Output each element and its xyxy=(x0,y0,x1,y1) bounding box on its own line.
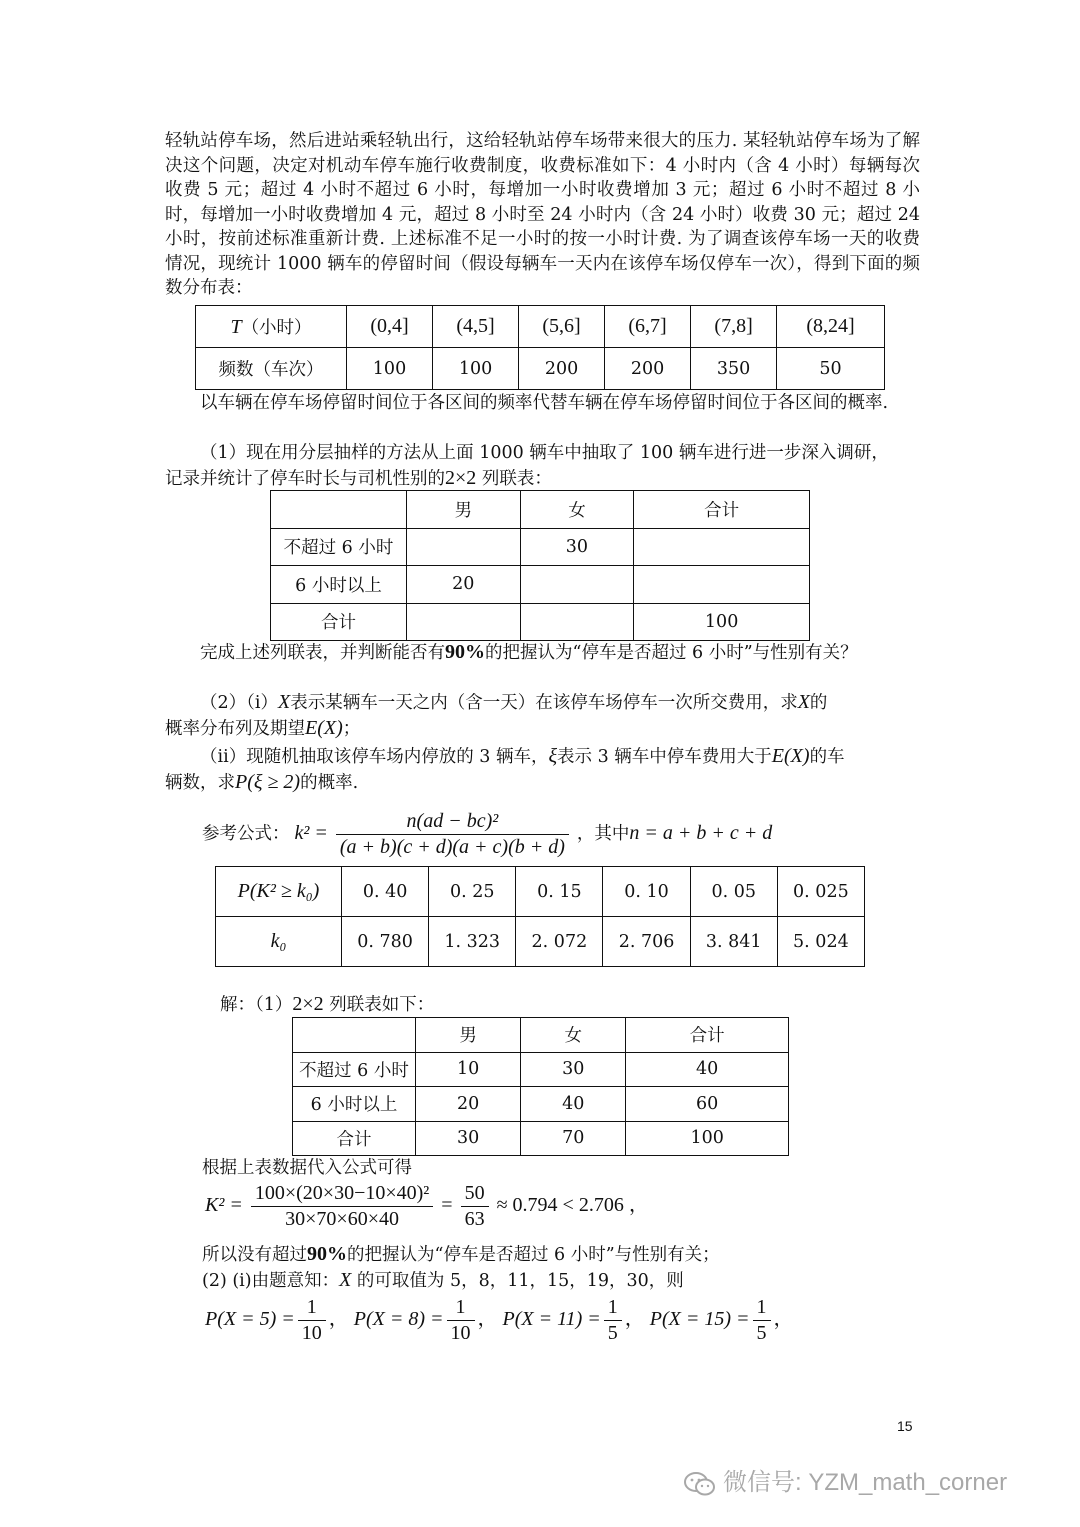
table-cell: 0. 15 xyxy=(516,867,603,917)
table-cell xyxy=(271,491,407,529)
critical-value-table xyxy=(215,866,865,967)
page-number: 15 xyxy=(897,1418,913,1434)
table-cell: 30 xyxy=(521,1052,626,1087)
table-cell: 3. 841 xyxy=(690,917,777,967)
probability-list xyxy=(205,1296,794,1345)
k-squared-computation: K² = $\frac{\text{100×(20×30−10×40)²}}{30\times 70\times 60\times 40}$ = $\frac{50}{63}$ ≈ 0.794 < 2.706 ， xyxy=(205,1182,649,1230)
table-cell: 0. 025 xyxy=(777,867,864,917)
table-cell: 100 xyxy=(634,603,810,641)
table-cell: 100 xyxy=(433,348,519,390)
table-cell: 女 xyxy=(521,1018,626,1053)
table-cell: 40 xyxy=(521,1087,626,1122)
question-1-intro: （1）现在用分层抽样的方法从上面 1000 辆车中抽取了 100 辆车进行进一步深入调研， 记录并统计了停车时长与司机性别的2×2 列联表： xyxy=(165,443,889,489)
table-cell: 30 xyxy=(416,1121,521,1156)
table-cell: 0. 780 xyxy=(342,917,429,967)
table-row xyxy=(216,867,865,917)
table-cell: 不超过 6 小时 xyxy=(293,1052,416,1087)
table-cell: 合计 xyxy=(271,603,407,641)
table-cell: 10 xyxy=(416,1052,521,1087)
table-cell: 200 xyxy=(605,348,691,390)
table-row xyxy=(293,1052,789,1087)
probability-item: P(X = 15) = $\frac{1}{5}$ ， xyxy=(649,1296,794,1344)
table-row xyxy=(271,491,810,529)
table-cell: 100 xyxy=(347,348,433,390)
table-cell xyxy=(407,528,521,566)
table-row xyxy=(271,566,810,604)
table-cell: P(K² ≥ k₀) xyxy=(216,867,342,917)
table-cell: 40 xyxy=(626,1052,789,1087)
table-cell: 不超过 6 小时 xyxy=(271,528,407,566)
table-row xyxy=(196,348,885,390)
reference-formula: 参考公式： k² = $\frac{\text{n(ad − bc)²}}{(a + b)(c + d)(a + c)(b + d)}$ ，其中n = a + b + c + d xyxy=(202,810,773,858)
frequency-table xyxy=(195,305,885,390)
question-2-i: （2）（i）X表示某辆车一天之内（含一天）在该停车场停车一次所交费用，求X的 概率分布列及期望E(X)； xyxy=(165,691,828,739)
table-cell: 6 小时以上 xyxy=(293,1087,416,1122)
table-row xyxy=(293,1018,789,1053)
table-cell: T（小时） xyxy=(196,306,347,348)
table-row xyxy=(216,917,865,967)
table-cell: 20 xyxy=(416,1087,521,1122)
table-cell xyxy=(407,603,521,641)
probability-item: P(X = 8) = $\frac{1}{10}$ ， xyxy=(353,1296,498,1344)
table-cell: (7,8] xyxy=(691,306,777,348)
table-row xyxy=(271,603,810,641)
table-cell: 0. 05 xyxy=(690,867,777,917)
table-cell: 5. 024 xyxy=(777,917,864,967)
solution-intro: 解：（1）2×2 列联表如下： xyxy=(220,993,435,1015)
question-2-ii: （ii）现随机抽取该停车场内停放的 3 辆车，ξ表示 3 辆车中停车费用大于E(X)的车 辆数，求P(ξ ≥ 2)的概率. xyxy=(165,745,845,793)
table-cell: 合计 xyxy=(634,491,810,529)
result-fraction: $\frac{50}{63}$ xyxy=(461,1182,489,1231)
table-row xyxy=(293,1087,789,1122)
probability-item: P(X = 11) = $\frac{1}{5}$ ， xyxy=(502,1296,645,1344)
table-cell: 男 xyxy=(407,491,521,529)
table-cell: 0. 25 xyxy=(429,867,516,917)
table-cell xyxy=(634,528,810,566)
question-1-ask: 完成上述列联表，并判断能否有90%的把握认为“停车是否超过 6 小时”与性别有关？ xyxy=(200,641,858,663)
formula-fraction: $\frac{\text{n(ad − bc)²}}{(a + b)(c + d)(a + c)(b + d)}$ xyxy=(336,810,569,859)
table-cell: k₀ xyxy=(216,917,342,967)
table-row xyxy=(271,528,810,566)
table-row xyxy=(196,306,885,348)
table-cell: 2. 706 xyxy=(603,917,690,967)
table-cell: 0. 10 xyxy=(603,867,690,917)
table-cell: 6 小时以上 xyxy=(271,566,407,604)
table-cell: 100 xyxy=(626,1121,789,1156)
conclusion-text: 所以没有超过90%的把握认为“停车是否超过 6 小时”与性别有关； xyxy=(202,1243,720,1265)
table-cell: 0. 40 xyxy=(342,867,429,917)
table-cell xyxy=(293,1018,416,1053)
table-row xyxy=(293,1121,789,1156)
table-cell: (4,5] xyxy=(433,306,519,348)
table-cell: 20 xyxy=(407,566,521,604)
table-cell xyxy=(520,603,634,641)
table-cell xyxy=(634,566,810,604)
table-cell: 60 xyxy=(626,1087,789,1122)
intro-paragraph: 轻轨站停车场，然后进站乘轻轨出行，这给轻轨站停车场带来很大的压力. 某轻轨站停车场为了解决这个问题，决定对机动车停车施行收费制度，收费标准如下：4 小时内（含 4 小时）每辆每次收费 5 元；超过 4 小时不超过 6 小时，每增加一小时收费增加 3 元；超过 6 小时不超过 8 小时，每增加一小时收费增加 4 元，超过 8 小时至 24 小时内（含 24 小时）收费 30 元；超过 24 小时，按前述标准重新计费. 上述标准不足一小时的按一小时计费. 为了调查该停车场一天的收费情况，现统计 1000 辆车的停留时间（假设每辆车一天内在该停车场仅停车一次），得到下面的频数分布表： xyxy=(165,131,920,298)
probability-item: P(X = 5) = $\frac{1}{10}$ ， xyxy=(205,1296,349,1344)
table-cell: 频数（车次） xyxy=(196,348,347,390)
contingency-table-solution xyxy=(292,1017,789,1156)
distribution-intro: (2) (i)由题意知：X 的可取值为 5，8，11，15，19，30，则 xyxy=(202,1269,684,1291)
table-cell: 合计 xyxy=(626,1018,789,1053)
contingency-table-blank xyxy=(270,490,810,641)
probability-note: 以车辆在停车场停留时间位于各区间的频率代替车辆在停车场停留时间位于各区间的概率. xyxy=(200,393,889,413)
table-cell: 350 xyxy=(691,348,777,390)
table-cell: 男 xyxy=(416,1018,521,1053)
k-squared-fraction: $\frac{\text{100×(20×30−10×40)²}}{30\times 70\times 60\times 40}$ xyxy=(251,1182,433,1231)
table-cell: (6,7] xyxy=(605,306,691,348)
table-cell: 2. 072 xyxy=(516,917,603,967)
table-cell: (8,24] xyxy=(777,306,885,348)
table-cell xyxy=(520,566,634,604)
wechat-icon xyxy=(683,1471,717,1497)
table-cell: 50 xyxy=(777,348,885,390)
table-cell: 女 xyxy=(520,491,634,529)
table-cell: 1. 323 xyxy=(429,917,516,967)
watermark: 微信号: YZM_math_corner xyxy=(683,1462,1007,1497)
table-cell: 30 xyxy=(520,528,634,566)
table-cell: (5,6] xyxy=(519,306,605,348)
table-cell: (0,4] xyxy=(347,306,433,348)
table-cell: 合计 xyxy=(293,1121,416,1156)
table-cell: 200 xyxy=(519,348,605,390)
table-cell: 70 xyxy=(521,1121,626,1156)
substitution-text: 根据上表数据代入公式可得 xyxy=(202,1158,412,1178)
